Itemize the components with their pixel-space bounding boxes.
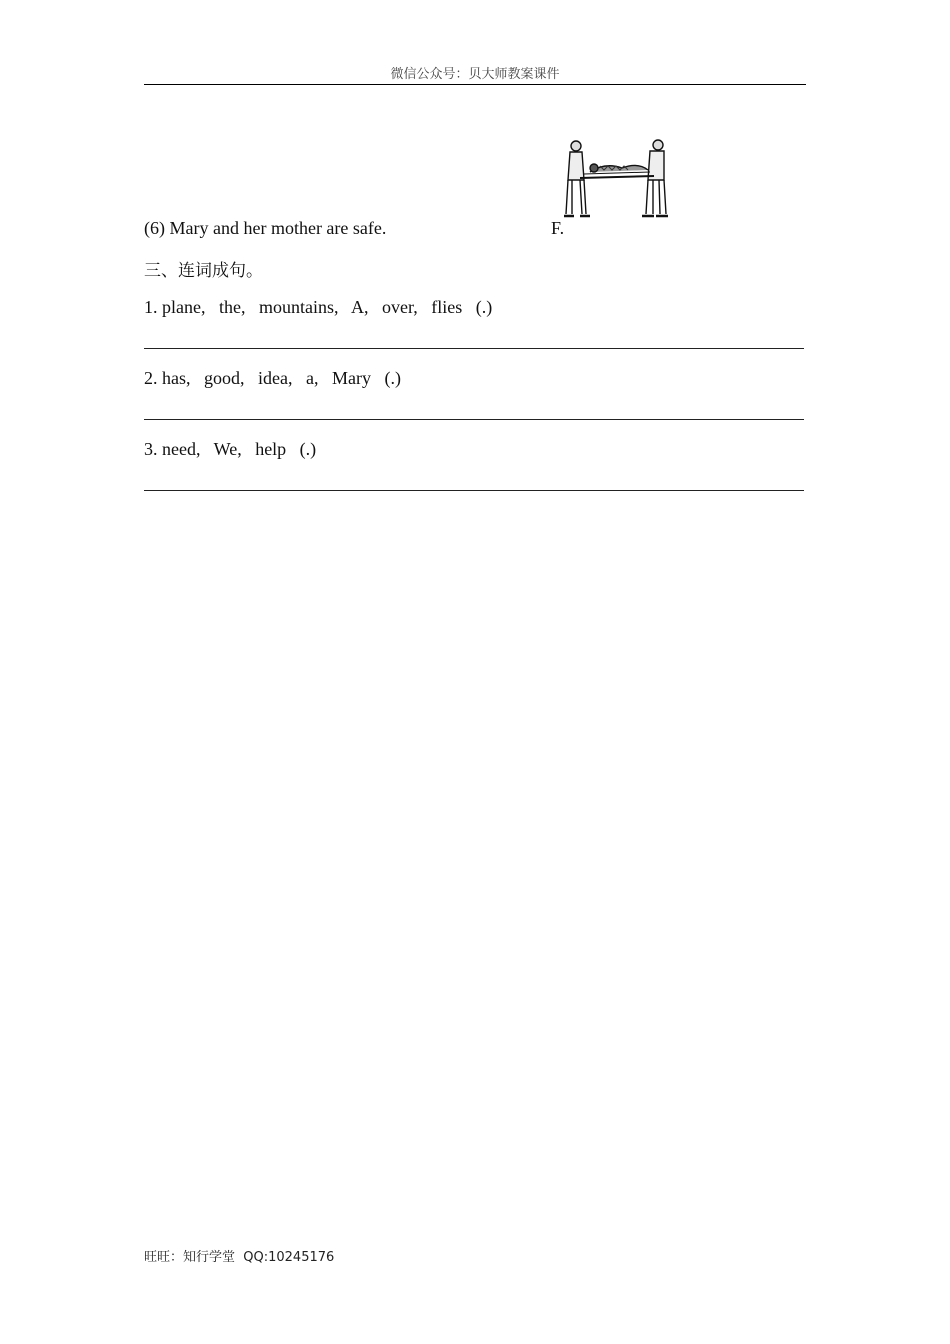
question-2: 2. has, good, idea, a, Mary (.)	[144, 368, 401, 388]
section-3-heading: 三、连词成句。	[144, 261, 263, 281]
question-3: 3. need, We, help (.)	[144, 439, 317, 459]
page-header: 微信公众号：贝大师教案课件	[144, 66, 806, 85]
answer-line-3[interactable]	[144, 490, 804, 491]
matching-option-f: F.	[551, 218, 565, 238]
answer-line-2[interactable]	[144, 419, 804, 420]
answer-line-1[interactable]	[144, 348, 804, 349]
matching-item-6: (6) Mary and her mother are safe.	[144, 218, 387, 238]
stretcher-illustration	[560, 136, 674, 222]
question-1: 1. plane, the, mountains, A, over, flies (.)	[144, 297, 493, 317]
page-footer: 旺旺：知行学堂 QQ:10245176	[144, 1250, 335, 1265]
